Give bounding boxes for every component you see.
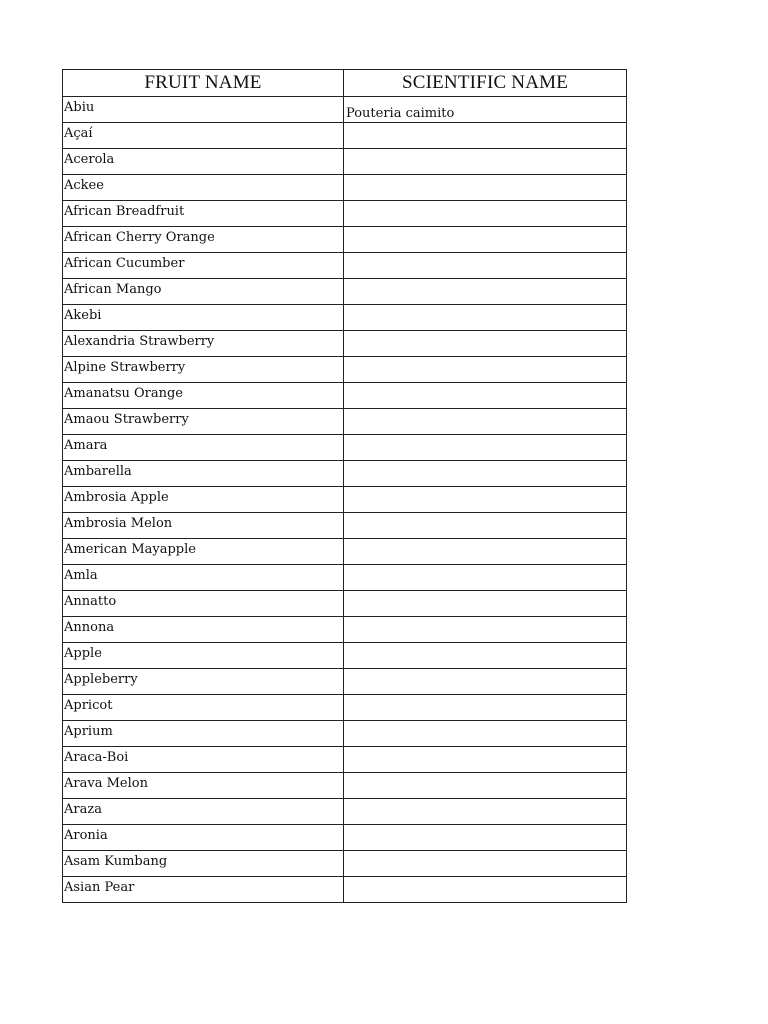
fruit-name-cell: Asian Pear xyxy=(63,877,344,903)
scientific-name-cell xyxy=(344,331,627,357)
table-row xyxy=(63,591,627,617)
table-row xyxy=(63,669,627,695)
table-row xyxy=(63,461,627,487)
fruit-name-cell: Alpine Strawberry xyxy=(63,357,344,383)
fruit-name-cell: Ambrosia Apple xyxy=(63,487,344,513)
scientific-name-cell xyxy=(344,617,627,643)
scientific-name-cell xyxy=(344,357,627,383)
fruit-name-cell: Amaou Strawberry xyxy=(63,409,344,435)
table-row xyxy=(63,123,627,149)
fruit-name-cell: Açaí xyxy=(63,123,344,149)
fruit-name-cell: Abiu xyxy=(63,97,344,123)
table-row xyxy=(63,409,627,435)
fruit-name-cell: Araca-Boi xyxy=(63,747,344,773)
fruit-name-cell: Amanatsu Orange xyxy=(63,383,344,409)
fruit-name-cell: Apple xyxy=(63,643,344,669)
table-row xyxy=(63,305,627,331)
fruit-name-cell: Appleberry xyxy=(63,669,344,695)
fruit-name-cell: Alexandria Strawberry xyxy=(63,331,344,357)
fruit-name-cell: African Cucumber xyxy=(63,253,344,279)
fruit-name-cell: Akebi xyxy=(63,305,344,331)
header-row xyxy=(63,70,627,97)
table-row xyxy=(63,851,627,877)
table-row xyxy=(63,435,627,461)
fruit-name-header: FRUIT NAME xyxy=(63,70,344,97)
fruit-name-cell: African Cherry Orange xyxy=(63,227,344,253)
table-row xyxy=(63,513,627,539)
table-row xyxy=(63,617,627,643)
table-row xyxy=(63,565,627,591)
table-row xyxy=(63,279,627,305)
fruit-name-cell: African Breadfruit xyxy=(63,201,344,227)
table-row xyxy=(63,747,627,773)
scientific-name-cell xyxy=(344,383,627,409)
fruit-name-cell: Asam Kumbang xyxy=(63,851,344,877)
fruit-name-cell: Aprium xyxy=(63,721,344,747)
table-row xyxy=(63,201,627,227)
scientific-name-cell xyxy=(344,175,627,201)
scientific-name-cell xyxy=(344,825,627,851)
scientific-name-cell xyxy=(344,851,627,877)
table-row xyxy=(63,643,627,669)
scientific-name-header: SCIENTIFIC NAME xyxy=(344,70,627,97)
fruit-name-cell: Annatto xyxy=(63,591,344,617)
scientific-name-cell xyxy=(344,799,627,825)
scientific-name-cell xyxy=(344,461,627,487)
scientific-name-cell xyxy=(344,565,627,591)
scientific-name-cell xyxy=(344,877,627,903)
table-row xyxy=(63,825,627,851)
scientific-name-cell xyxy=(344,305,627,331)
table-row xyxy=(63,331,627,357)
scientific-name-cell xyxy=(344,643,627,669)
fruit-name-cell: Apricot xyxy=(63,695,344,721)
scientific-name-cell xyxy=(344,409,627,435)
table-row xyxy=(63,721,627,747)
scientific-name-cell xyxy=(344,487,627,513)
table-row xyxy=(63,97,627,123)
fruit-name-cell: Ackee xyxy=(63,175,344,201)
fruit-name-cell: Araza xyxy=(63,799,344,825)
scientific-name-cell xyxy=(344,149,627,175)
scientific-name-cell xyxy=(344,227,627,253)
fruit-name-cell: Arava Melon xyxy=(63,773,344,799)
scientific-name-cell xyxy=(344,123,627,149)
table-row xyxy=(63,253,627,279)
table-row xyxy=(63,357,627,383)
scientific-name-cell: Pouteria caimito xyxy=(344,97,627,123)
scientific-name-cell xyxy=(344,721,627,747)
scientific-name-cell xyxy=(344,435,627,461)
table-row xyxy=(63,695,627,721)
table-row xyxy=(63,227,627,253)
scientific-name-cell xyxy=(344,279,627,305)
scientific-name-cell xyxy=(344,539,627,565)
scientific-name-cell xyxy=(344,669,627,695)
scientific-name-cell xyxy=(344,513,627,539)
table-row xyxy=(63,539,627,565)
table-row xyxy=(63,773,627,799)
table-body xyxy=(63,97,627,903)
table-row xyxy=(63,383,627,409)
fruit-name-cell: Amara xyxy=(63,435,344,461)
table-header xyxy=(63,70,627,97)
fruit-table xyxy=(62,69,627,903)
fruit-name-cell: Annona xyxy=(63,617,344,643)
scientific-name-cell xyxy=(344,695,627,721)
fruit-name-cell: African Mango xyxy=(63,279,344,305)
table-row xyxy=(63,799,627,825)
scientific-name-cell xyxy=(344,253,627,279)
fruit-name-cell: Ambrosia Melon xyxy=(63,513,344,539)
fruit-name-cell: Amla xyxy=(63,565,344,591)
fruit-name-cell: Aronia xyxy=(63,825,344,851)
fruit-name-cell: American Mayapple xyxy=(63,539,344,565)
table-row xyxy=(63,149,627,175)
scientific-name-cell xyxy=(344,201,627,227)
fruit-name-cell: Ambarella xyxy=(63,461,344,487)
scientific-name-cell xyxy=(344,773,627,799)
table-row xyxy=(63,175,627,201)
scientific-name-cell xyxy=(344,591,627,617)
table-row xyxy=(63,877,627,903)
table-row xyxy=(63,487,627,513)
fruit-name-cell: Acerola xyxy=(63,149,344,175)
scientific-name-cell xyxy=(344,747,627,773)
